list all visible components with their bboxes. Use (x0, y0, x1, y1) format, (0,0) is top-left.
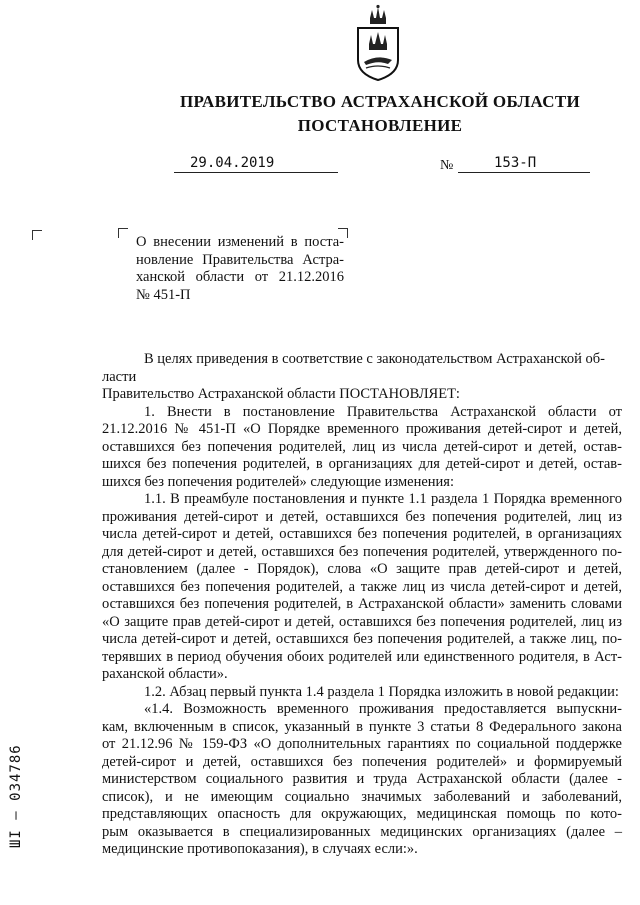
margin-corner-mark (32, 230, 42, 240)
body-line: 1. Внести в постановление Правительства Астраханской области от (144, 403, 622, 420)
body-line: «1.4. Возможность временного проживания предоставляется выпускни- (144, 701, 622, 717)
body-line: кам, включенным в список, указанный в пункте 3 статьи 8 Федерального закона (102, 718, 622, 735)
body-line: В целях приведения в соответствие с законодательством Астраханской об- (144, 351, 605, 367)
document-body (102, 351, 622, 859)
body-line: 1.1. В преамбуле постановления и пункте 1.1 раздела 1 Порядка временного (144, 491, 622, 507)
document-number: 153-П (458, 154, 590, 173)
body-line: министерством социального развития и труда Астраханской области (далее - (102, 771, 622, 787)
body-line: представляющих опасность для окружающих, медицинская помощь по кото- (102, 806, 622, 822)
body-line: числа детей-сирот и детей, оставшихся без попечения родителей, в организациях (102, 526, 622, 542)
body-line: шихся без попечения родителей, в организациях для детей-сирот и детей, остав- (102, 456, 622, 472)
body-line: от 21.12.96 № 159-ФЗ «О дополнительных гарантиях по социальной поддержке (102, 736, 622, 752)
subject-line: О внесении изменений в поста- (136, 234, 344, 250)
astrakhan-coat-of-arms-icon (352, 4, 404, 82)
body-line: ласти (102, 368, 137, 385)
subject-line: № 451-П (136, 286, 191, 303)
body-line: детей-сирот и детей, оставшихся без попечения родителей» и формируемый (102, 753, 622, 770)
body-line: Правительство Астраханской области ПОСТАНОВЛЯЕТ: (102, 386, 460, 402)
body-line: шихся без попечения родителей» следующие изменения: (102, 473, 454, 490)
body-line: становлением (далее - Порядок), слова «О защите прав детей-сирот и детей, (102, 561, 622, 577)
body-line: терявших в период обучения обоих родителей или единственного родителя, в Аст- (102, 648, 622, 665)
body-line: 21.12.2016 № 451-П «О Порядке временного проживания детей-сирот и детей, (102, 421, 622, 437)
document-date: 29.04.2019 (174, 154, 338, 173)
body-line: рым оказывается в специализированных медицинских организациях (далее – (102, 823, 622, 840)
body-line: 1.2. Абзац первый пункта 1.4 раздела 1 Порядка изложить в новой редакции: (144, 683, 619, 700)
document-type: ПОСТАНОВЛЕНИЕ (297, 116, 463, 135)
body-line: «О защите прав детей-сирот и детей, оставшихся без попечения родителей, лиц из (102, 613, 622, 630)
subject-line: ханской области от 21.12.2016 (136, 269, 344, 285)
subject-line: новление Правительства Астра- (136, 251, 344, 268)
subject-corner-left (118, 228, 128, 238)
body-line: оставшихся без попечения родителей, лиц из числа детей-сирот и детей, остав- (102, 438, 622, 455)
body-line: проживания детей-сирот и детей, оставшихся без попечения родителей, лиц из (102, 508, 622, 525)
subject-block (136, 234, 344, 304)
body-line: раханской области». (102, 666, 228, 682)
body-line: оставшихся без попечения родителей, а также лиц из числа детей-сирот и детей, (102, 578, 622, 595)
body-line: для детей-сирот и детей, оставшихся без попечения родителей, утвержденного по- (102, 543, 622, 560)
body-line: числа детей-сирот и детей, оставшихся без попечения родителей, а также лиц, по- (102, 631, 622, 647)
serial-stamp: ШI – 034786 (8, 744, 24, 848)
body-line: медицинские противопоказания), в случаях если:». (102, 841, 418, 857)
number-label: № (440, 158, 454, 173)
government-title: ПРАВИТЕЛЬСТВО АСТРАХАНСКОЙ ОБЛАСТИ (180, 92, 580, 111)
body-line: список), и не имеющим социально значимых заболеваний и заболеваний, (102, 788, 622, 805)
body-line: оставшихся без попечения родителей, в Астраханской области» заменить словами (102, 596, 622, 612)
